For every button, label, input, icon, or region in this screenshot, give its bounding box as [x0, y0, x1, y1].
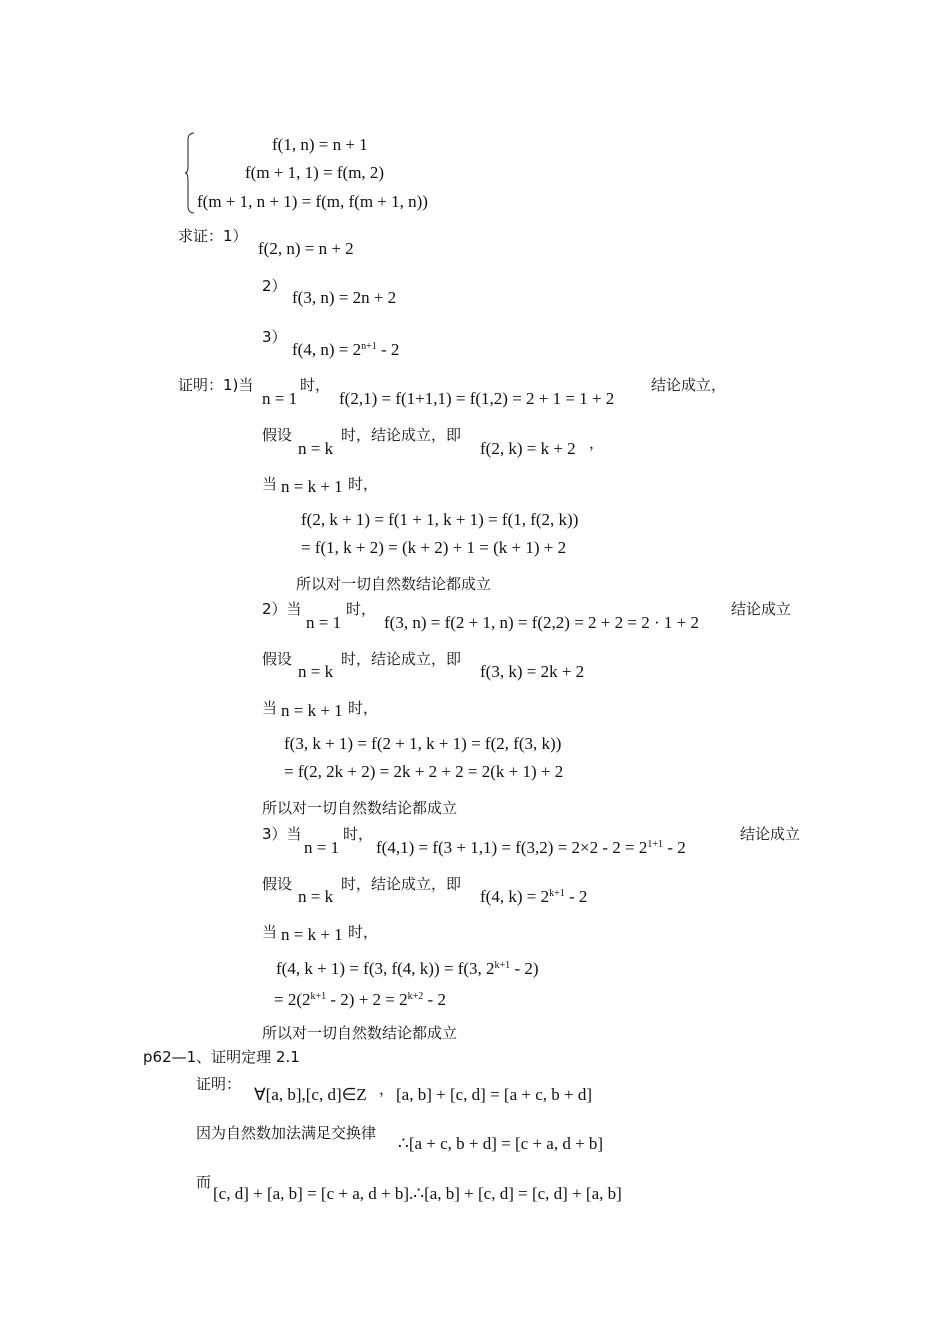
claim-3-main: f(4, n) = 2	[292, 340, 362, 359]
proof1-shi: 时，	[300, 376, 331, 394]
proof2-n-equals-k-plus-1: n = k + 1	[281, 701, 343, 720]
proof3-label: 3）当	[262, 825, 302, 843]
proof3-step-1-tail: - 2)	[510, 959, 539, 978]
proof3-hyp-main: f(4, k) = 2	[480, 887, 550, 906]
proof3-hyp-tail: - 2	[564, 887, 588, 906]
proof3-step-2-exponent-2: k+2	[407, 991, 424, 1002]
proof3-step-2	[274, 991, 446, 1008]
claim-3-number: 3）	[262, 328, 287, 346]
proof1-n-equals-k: n = k	[298, 439, 334, 458]
claim-2-number: 2）	[262, 277, 287, 295]
proof3-step-2-a: = 2(2	[274, 990, 311, 1009]
proof3-step-2-b: - 2) + 2 = 2	[326, 990, 408, 1009]
proof2-step-2: = f(2, 2k + 2) = 2k + 2 + 2 = 2(k + 1) + 2	[284, 762, 564, 781]
proof3-assume: 假设	[262, 875, 293, 893]
proof1-n-equals-k-plus-1: n = k + 1	[281, 477, 343, 496]
proof2-label: 2）当	[262, 600, 302, 618]
proof1-conclusion: 所以对一切自然数结论都成立	[296, 575, 492, 593]
proof1-base-n: n = 1	[262, 389, 298, 408]
proof2-when: 当	[262, 699, 278, 717]
proof2-conclusion: 所以对一切自然数结论都成立	[262, 799, 458, 817]
claim-3	[292, 341, 399, 358]
claim-3-exponent: n+1	[361, 341, 377, 352]
proof2-holds: 时，结论成立，即	[341, 650, 462, 668]
proof2-base-equation: f(3, n) = f(2 + 1, n) = f(2,2) = 2 + 2 = 2 · 1 + 2	[384, 613, 699, 632]
proof3-when: 当	[262, 923, 278, 941]
prove-label: 求证：1）	[178, 227, 248, 245]
proof3-step-1-exponent: k+1	[494, 960, 511, 971]
p62-er: 而	[196, 1173, 212, 1191]
p62-final: [c, d] + [a, b] = [c + a, d + b].∴[a, b] + [c, d] = [c, d] + [a, b]	[213, 1184, 622, 1203]
proof3-base-tail: - 2	[663, 838, 686, 857]
proof3-base-conclusion: 结论成立	[740, 825, 801, 843]
proof2-assume: 假设	[262, 650, 293, 668]
p62-comma: ，	[379, 1080, 395, 1098]
proof3-step-2-c: - 2	[423, 990, 446, 1009]
proof2-hypothesis: f(3, k) = 2k + 2	[480, 662, 585, 681]
p62-proof-label: 证明：	[196, 1075, 242, 1093]
system-line-2: f(m + 1, 1) = f(m, 2)	[245, 163, 385, 182]
proof1-when: 当	[262, 475, 278, 493]
proof2-base-n: n = 1	[306, 613, 342, 632]
proof3-shi-2: 时，	[348, 923, 379, 941]
proof3-n-equals-k-plus-1: n = k + 1	[281, 925, 343, 944]
claim-3-tail: - 2	[376, 340, 400, 359]
claim-1: f(2, n) = n + 2	[258, 239, 354, 258]
proof1-shi-2: 时，	[348, 475, 379, 493]
proof2-base-conclusion: 结论成立	[731, 600, 792, 618]
proof2-n-equals-k: n = k	[298, 662, 334, 681]
system-line-1: f(1, n) = n + 1	[272, 135, 368, 154]
proof2-step-1: f(3, k + 1) = f(2 + 1, k + 1) = f(2, f(3, k))	[284, 734, 562, 753]
proof3-base-equation	[376, 839, 686, 856]
proof1-label: 证明：1)当	[178, 376, 254, 394]
p62-because: 因为自然数加法满足交换律	[196, 1124, 377, 1142]
proof1-step-1: f(2, k + 1) = f(1 + 1, k + 1) = f(1, f(2, k))	[301, 510, 579, 529]
proof2-shi: 时，	[346, 600, 377, 618]
proof1-base-conclusion: 结论成立，	[651, 376, 727, 394]
proof3-conclusion: 所以对一切自然数结论都成立	[262, 1024, 458, 1042]
proof2-shi-2: 时，	[348, 699, 379, 717]
proof3-base-n: n = 1	[304, 838, 340, 857]
system-brace	[184, 132, 196, 214]
proof3-step-1-main: f(4, k + 1) = f(3, f(4, k)) = f(3, 2	[276, 959, 495, 978]
proof3-shi: 时，	[343, 825, 374, 843]
system-line-3: f(m + 1, n + 1) = f(m, f(m + 1, n))	[197, 192, 428, 211]
proof3-n-equals-k: n = k	[298, 887, 334, 906]
p62-heading: p62—1、证明定理 2.1	[143, 1048, 300, 1066]
proof3-base-main: f(4,1) = f(3 + 1,1) = f(3,2) = 2×2 - 2 = 2	[376, 838, 648, 857]
proof3-holds: 时，结论成立，即	[341, 875, 462, 893]
proof3-step-1	[276, 960, 539, 977]
proof3-hyp-exponent: k+1	[549, 888, 565, 899]
p62-therefore: ∴[a + c, b + d] = [c + a, d + b]	[398, 1134, 604, 1153]
proof3-base-exponent: 1+1	[647, 839, 664, 850]
proof3-hypothesis	[480, 888, 587, 905]
proof1-assume: 假设	[262, 426, 293, 444]
p62-forall: ∀[a, b],[c, d]∈Z	[254, 1085, 367, 1104]
claim-2: f(3, n) = 2n + 2	[292, 288, 397, 307]
proof1-comma: ，	[589, 434, 605, 452]
proof1-hypothesis: f(2, k) = k + 2	[480, 439, 576, 458]
proof3-step-2-exponent-1: k+1	[310, 991, 327, 1002]
p62-definition: [a, b] + [c, d] = [a + c, b + d]	[396, 1085, 592, 1104]
proof1-holds: 时，结论成立，即	[341, 426, 462, 444]
proof1-step-2: = f(1, k + 2) = (k + 2) + 1 = (k + 1) + 2	[301, 538, 567, 557]
proof1-base-equation: f(2,1) = f(1+1,1) = f(1,2) = 2 + 1 = 1 + 2	[339, 389, 615, 408]
